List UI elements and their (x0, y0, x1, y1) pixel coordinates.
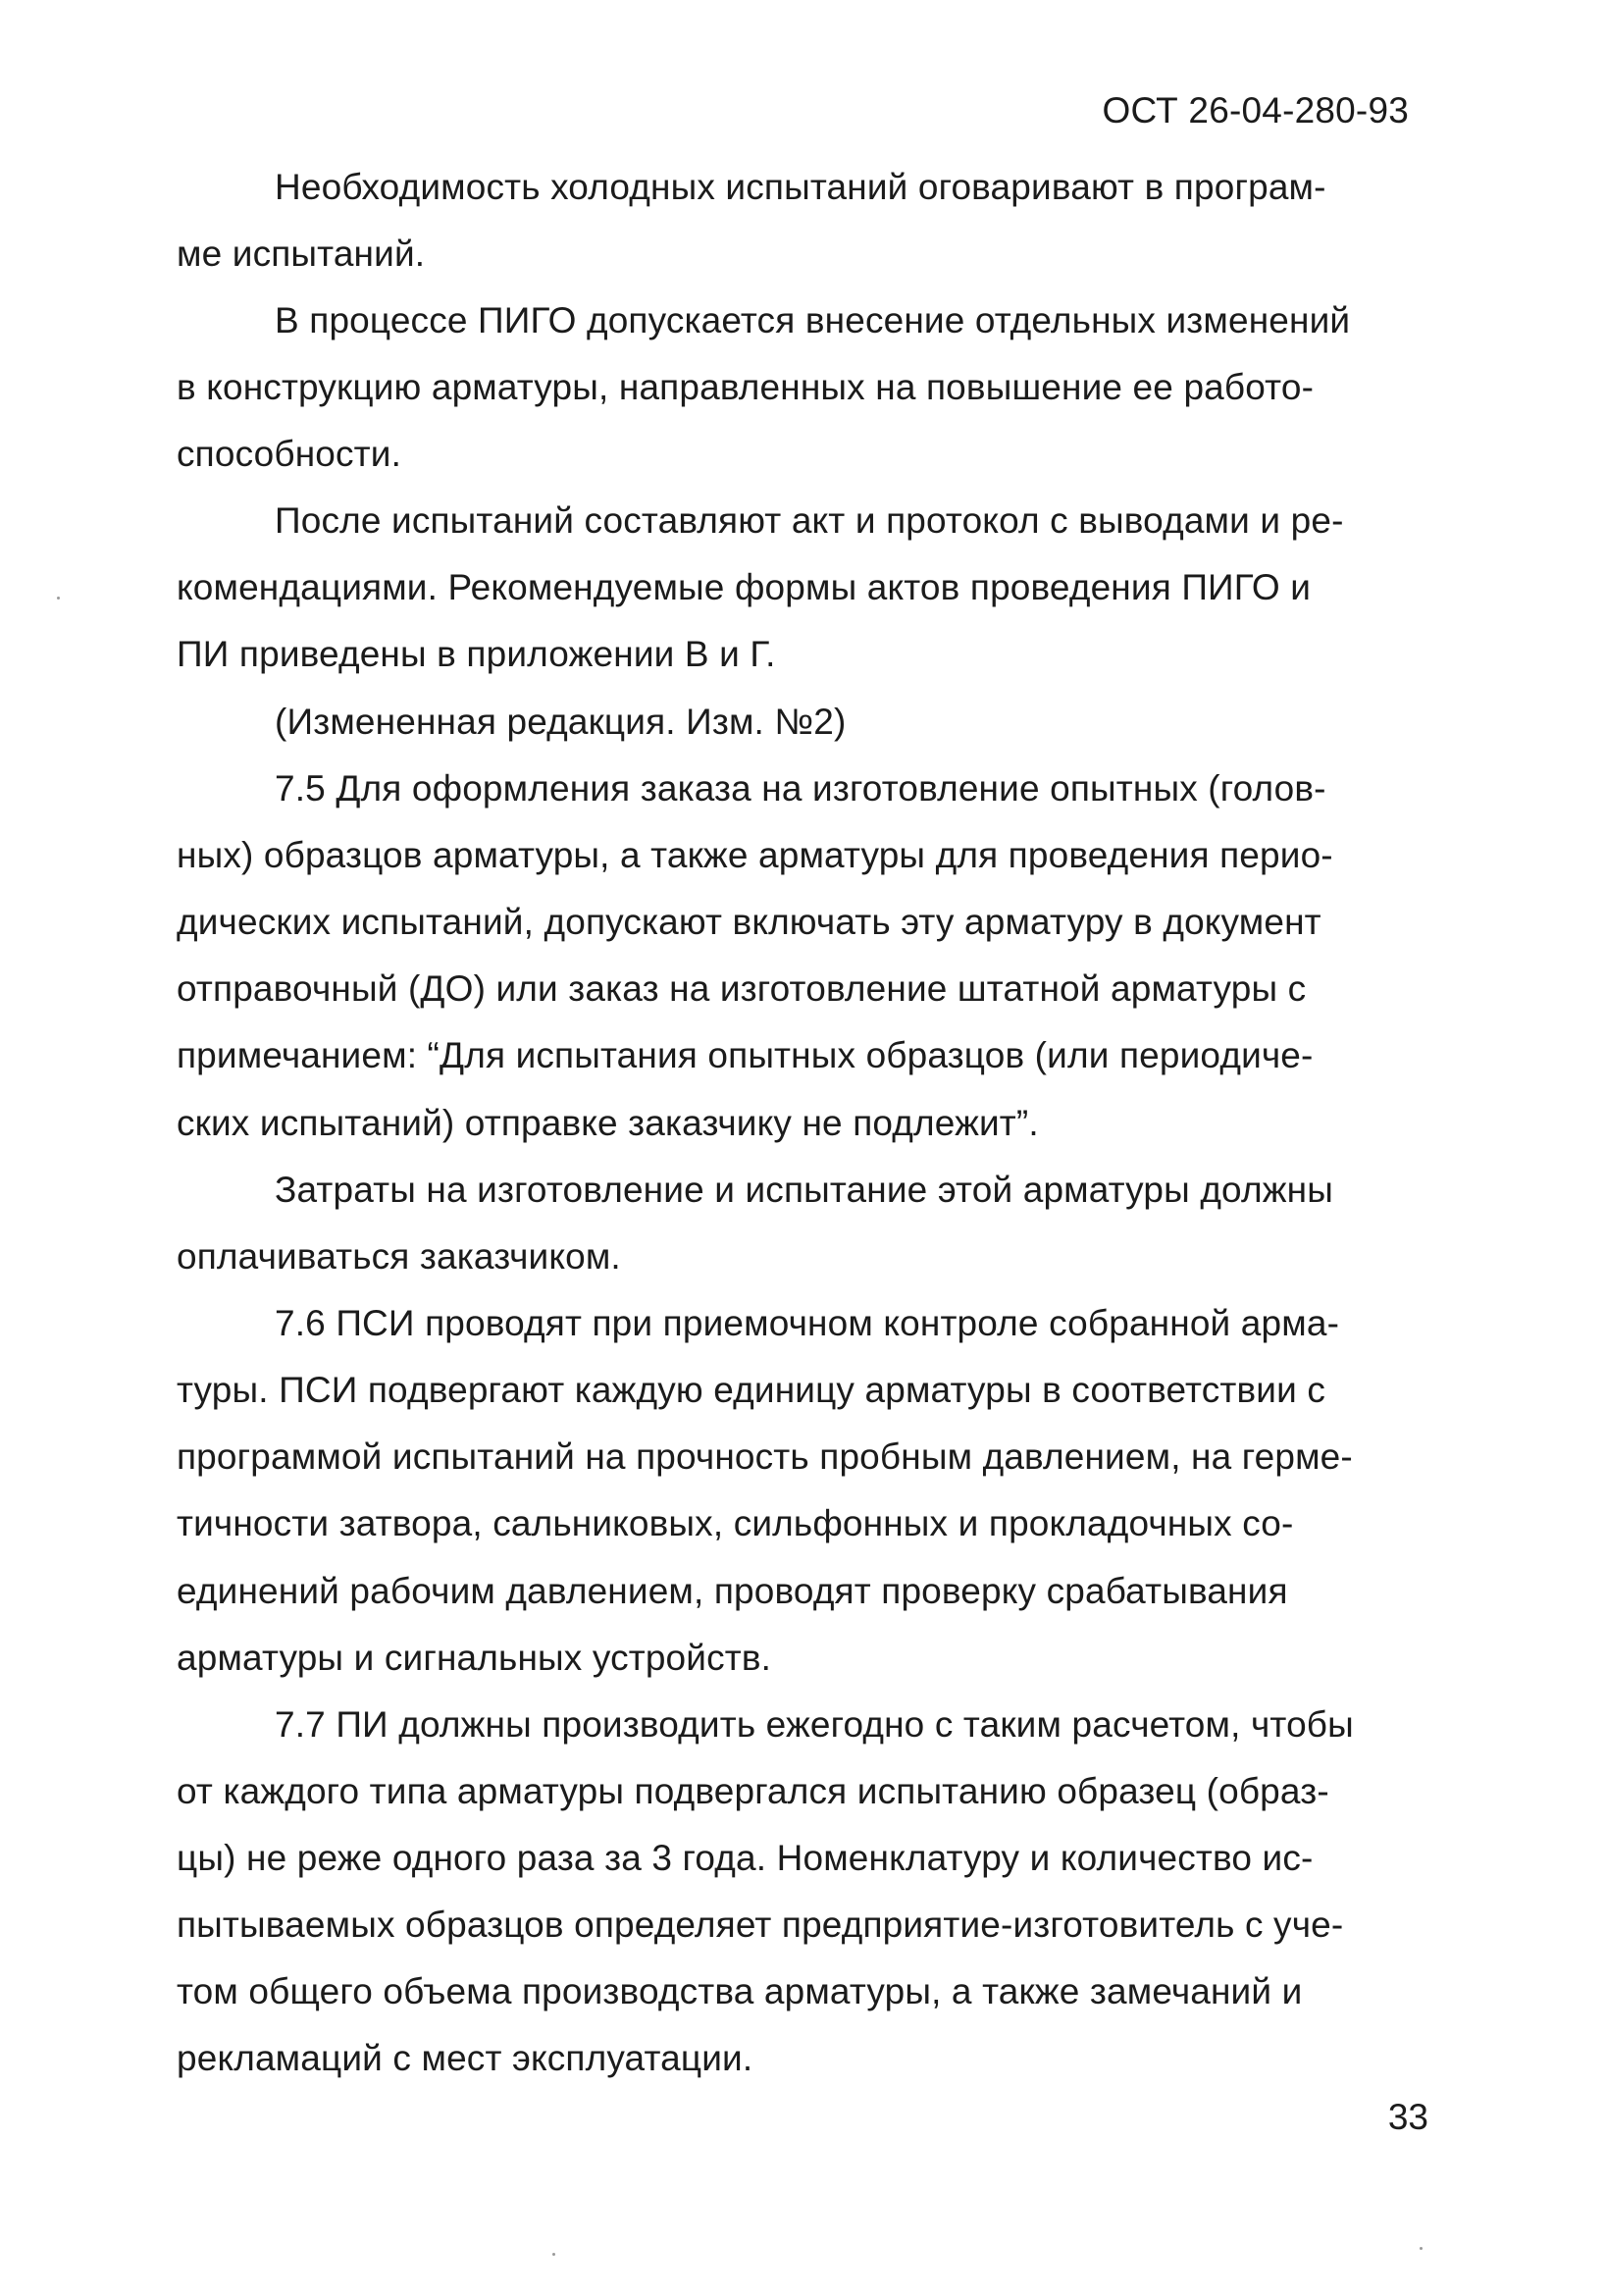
text-line: арматуры и сигнальных устройств. (177, 1638, 772, 1678)
text-line: 7.7 ПИ должны производить ежегодно с таким расчетом, чтобы (275, 1704, 1354, 1745)
text-line: тичности затвора, сальниковых, сильфонных и прокладочных со- (177, 1503, 1294, 1543)
text-line: дических испытаний, допускают включать эту арматуру в документ (177, 902, 1321, 942)
text-line: Затраты на изготовление и испытание этой арматуры должны (275, 1170, 1333, 1210)
text-line: ПИ приведены в приложении В и Г. (177, 634, 776, 674)
text-line: том общего объема производства арматуры, а также замечаний и (177, 1971, 1303, 2011)
text-line: ных) образцов арматуры, а также арматуры для проведения перио- (177, 835, 1333, 875)
page-number: 33 (1387, 2097, 1428, 2137)
text-line: 7.6 ПСИ проводят при приемочном контроле собранной арма- (275, 1303, 1340, 1343)
text-line: примечанием: “Для испытания опытных образцов (или периодиче- (177, 1035, 1314, 1075)
text-line: оплачиваться заказчиком. (177, 1236, 621, 1277)
document-code: ОСТ 26-04-280-93 (1102, 90, 1409, 130)
text-line: После испытаний составляют акт и протокол с выводами и ре- (275, 500, 1344, 541)
scan-speck (552, 2253, 555, 2256)
text-line: способности. (177, 434, 402, 474)
text-line: ме испытаний. (177, 234, 426, 274)
text-line: программой испытаний на прочность пробным давлением, на герме- (177, 1436, 1353, 1477)
text-line: отправочный (ДО) или заказ на изготовление штатной арматуры с (177, 968, 1307, 1009)
text-line: в конструкцию арматуры, направленных на повышение ее работо- (177, 367, 1315, 407)
text-line: комендациями. Рекомендуемые формы актов проведения ПИГО и (177, 567, 1312, 607)
text-line: 7.5 Для оформления заказа на изготовление опытных (голов- (275, 768, 1326, 809)
text-line: (Измененная редакция. Изм. №2) (275, 702, 847, 742)
scan-speck (1420, 2247, 1423, 2250)
text-line: цы) не реже одного раза за 3 года. Номенклатуру и количество ис- (177, 1838, 1314, 1878)
text-line: В процессе ПИГО допускается внесение отдельных изменений (275, 300, 1351, 340)
text-line: ских испытаний) отправке заказчику не подлежит”. (177, 1103, 1039, 1143)
scan-speck (57, 597, 60, 600)
text-line: от каждого типа арматуры подвергался испытанию образец (образ- (177, 1771, 1329, 1811)
text-line: единений рабочим давлением, проводят проверку срабатывания (177, 1571, 1288, 1611)
text-line: Необходимость холодных испытаний оговаривают в програм- (275, 167, 1326, 207)
text-line: рекламаций с мест эксплуатации. (177, 2038, 753, 2078)
text-line: туры. ПСИ подвергают каждую единицу арматуры в соответствии с (177, 1370, 1326, 1410)
text-line: пытываемых образцов определяет предприятие-изготовитель с уче- (177, 1905, 1344, 1945)
